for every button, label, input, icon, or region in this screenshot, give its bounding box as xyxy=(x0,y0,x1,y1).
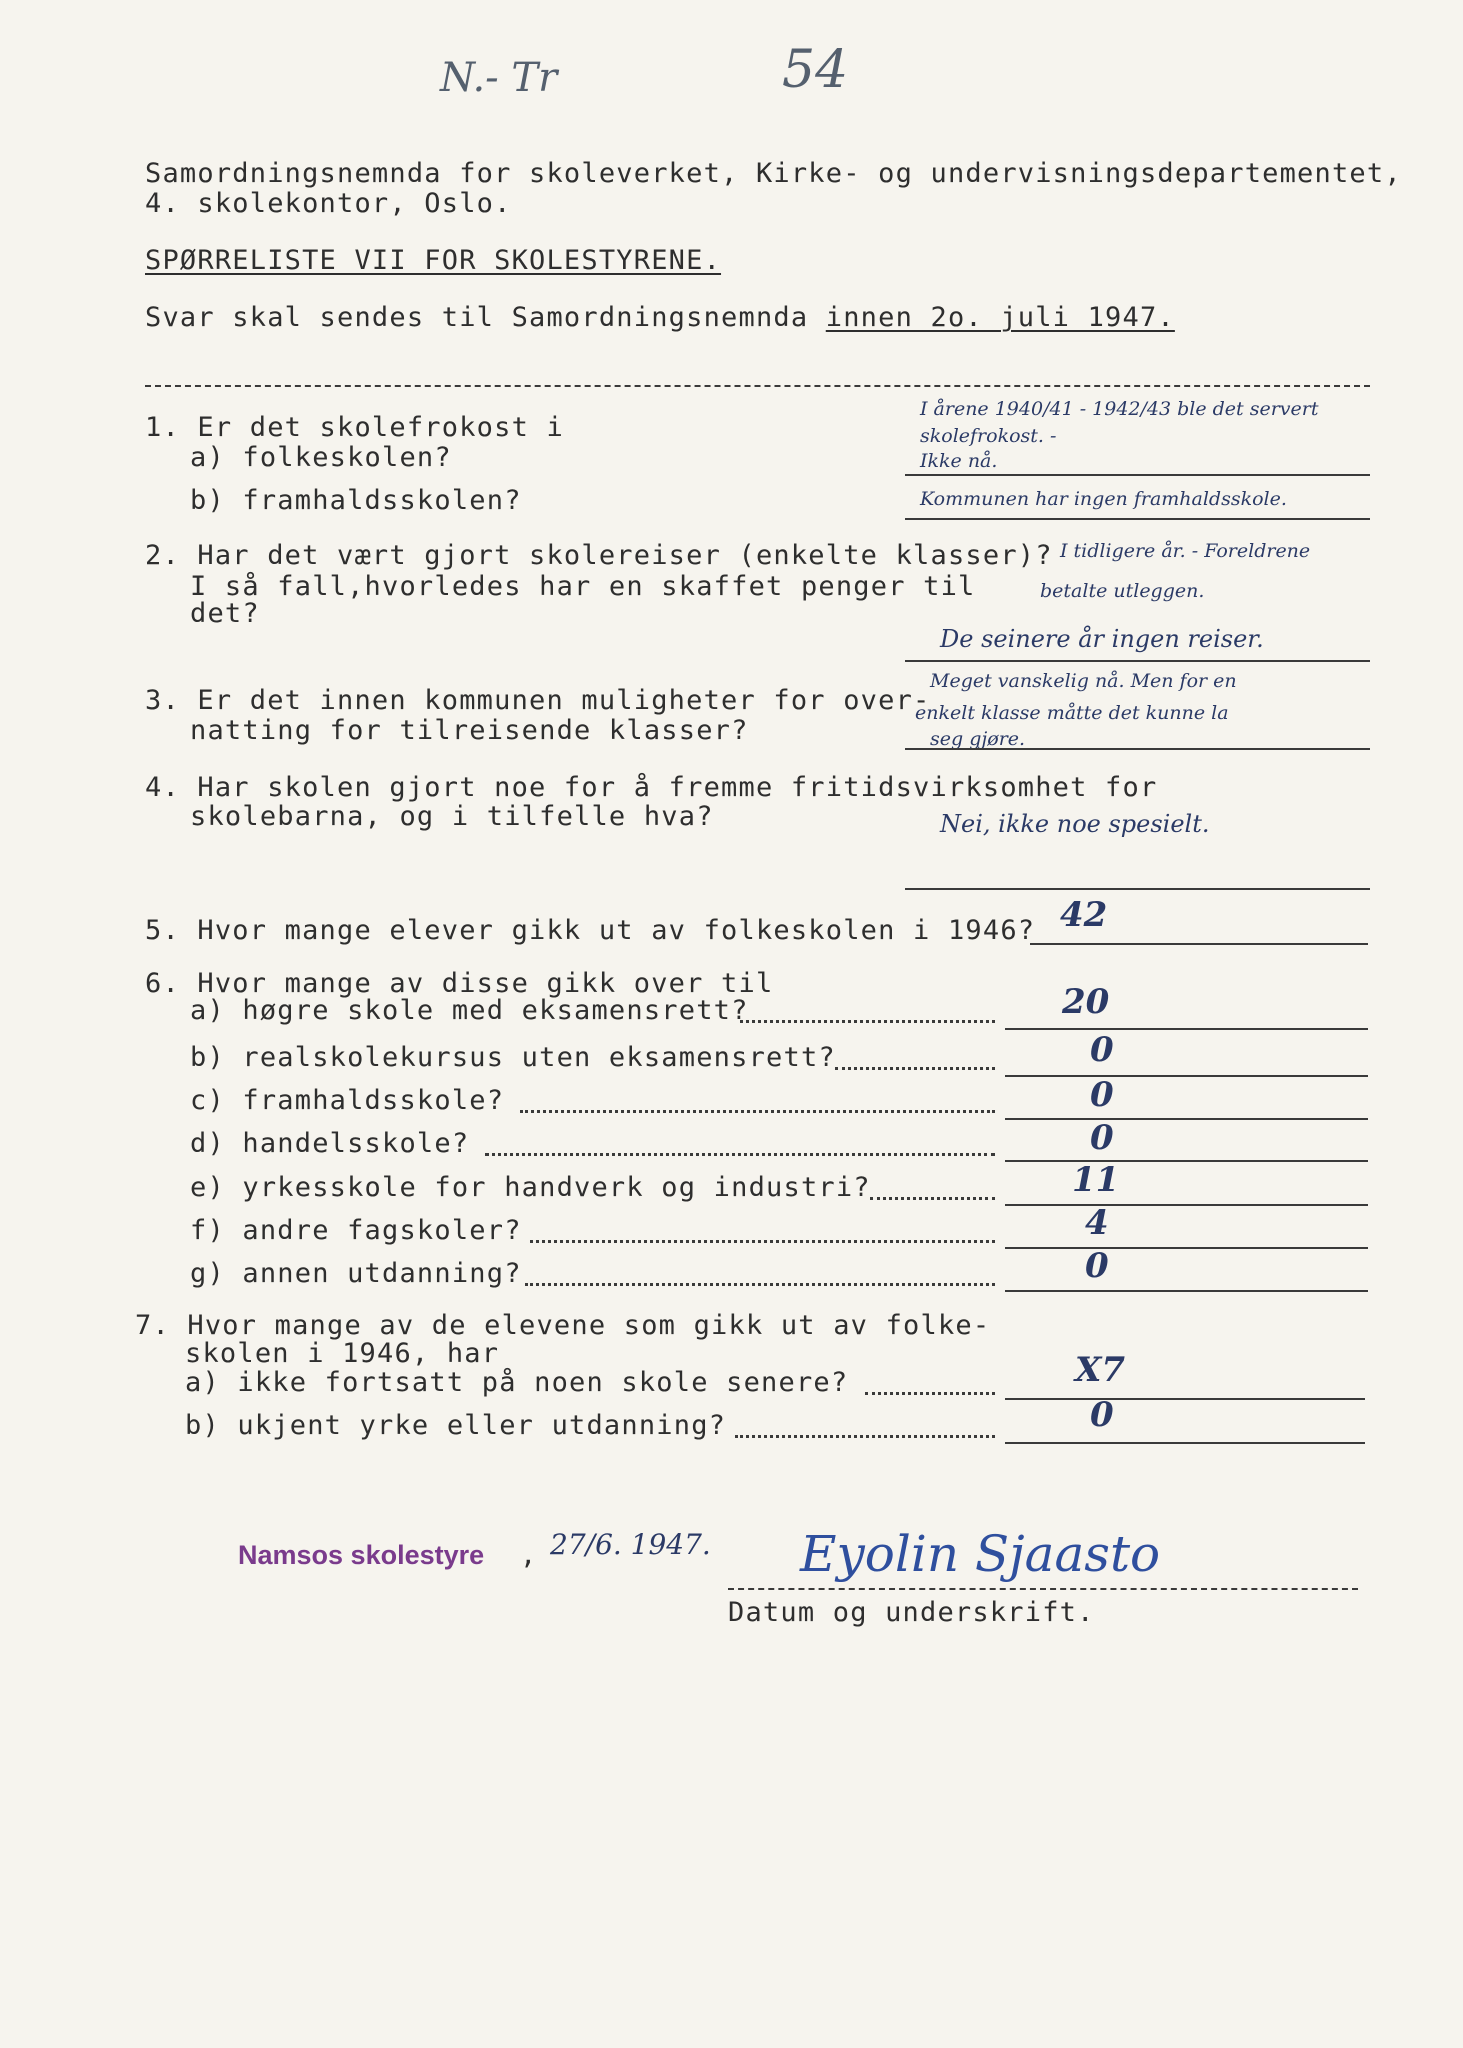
q4-answer: Nei, ikke noe spesielt. xyxy=(940,810,1210,838)
q5-text: 5. Hvor mange elever gikk ut av folkeskolen i 1946? xyxy=(145,915,1036,946)
q6-item-b-answer: 0 xyxy=(1090,1030,1114,1070)
q2-line-3: det? xyxy=(190,598,260,629)
q6-item-e-line xyxy=(1005,1204,1368,1206)
q3-answer-2: enkelt klasse måtte det kunne la xyxy=(915,702,1229,724)
q6-item-b-line xyxy=(1005,1075,1368,1077)
q3-line-1: 3. Er det innen kommunen muligheter for over- xyxy=(145,685,931,716)
q6-item-c-answer: 0 xyxy=(1090,1075,1114,1115)
deadline-prefix: Svar skal sendes til Samordningsnemnda xyxy=(145,302,826,333)
q3-answer-3: seg gjøre. xyxy=(930,728,1026,750)
q6-item-d-dots xyxy=(485,1153,995,1156)
q6-item-d-answer: 0 xyxy=(1090,1118,1114,1158)
q4-answer-line xyxy=(905,888,1370,890)
q1-option-a: a) folkeskolen? xyxy=(190,442,452,473)
q6-item-f: f) andre fagskoler? xyxy=(190,1215,522,1246)
q2-answer-3: De seinere år ingen reiser. xyxy=(940,625,1264,653)
q2-line-1: 2. Har det vært gjort skolereiser (enkelte klasser)? xyxy=(145,540,1053,571)
q6-item-g-dots xyxy=(525,1283,995,1286)
heading-line-1: Samordningsnemnda for skoleverket, Kirke- og undervisningsdepartementet, xyxy=(145,158,1402,189)
school-board-stamp: Namsos skolestyre xyxy=(238,1540,485,1570)
signature: Eyolin Sjaasto xyxy=(800,1525,1161,1583)
q6-item-c-dots xyxy=(520,1110,995,1113)
signing-date: 27/6. 1947. xyxy=(550,1528,711,1561)
q2-answer-2: betalte utleggen. xyxy=(1040,580,1205,602)
q1-answer-b: Kommunen har ingen framhaldsskole. xyxy=(920,488,1287,510)
page-number: 54 xyxy=(782,40,849,100)
q7-item-b-line xyxy=(1005,1442,1365,1444)
q7-item-b: b) ukjent yrke eller utdanning? xyxy=(185,1410,727,1441)
q1-answer-a-1: I årene 1940/41 - 1942/43 ble det servert xyxy=(920,398,1319,420)
q2-answer-1: I tidligere år. - Foreldrene xyxy=(1060,540,1311,562)
q1-answer-a-2: skolefrokost. - xyxy=(920,425,1057,447)
q1-option-b: b) framhaldsskolen? xyxy=(190,485,522,516)
q6-item-a-line xyxy=(1005,1028,1368,1030)
q1-line-1: 1. Er det skolefrokost i xyxy=(145,412,564,443)
q7-item-b-dots xyxy=(735,1435,995,1438)
q6-item-b: b) realskolekursus uten eksamensrett? xyxy=(190,1042,836,1073)
q6-item-e: e) yrkesskole for handverk og industri? xyxy=(190,1172,871,1203)
q6-item-a-dots xyxy=(740,1020,995,1023)
q6-item-g-answer: 0 xyxy=(1085,1246,1109,1286)
signature-line xyxy=(728,1588,1358,1590)
q1-answer-b-line xyxy=(905,518,1370,520)
q4-line-2: skolebarna, og i tilfelle hva? xyxy=(190,801,714,832)
q6-item-c-line xyxy=(1005,1118,1368,1120)
q1-answer-a-line xyxy=(905,474,1370,476)
q6-item-g: g) annen utdanning? xyxy=(190,1258,522,1289)
q6-item-f-answer: 4 xyxy=(1085,1203,1109,1243)
q6-line-1: 6. Hvor mange av disse gikk over til xyxy=(145,968,774,999)
q3-line-2: natting for tilreisende klasser? xyxy=(190,715,749,746)
q7-item-a-line xyxy=(1005,1398,1365,1400)
q1-answer-a-3: Ikke nå. xyxy=(920,450,998,472)
q2-answer-line xyxy=(905,660,1370,662)
form-title: SPØRRELISTE VII FOR SKOLESTYRENE. xyxy=(145,245,722,276)
signature-caption: Datum og underskrift. xyxy=(728,1597,1095,1628)
q7-item-a-dots xyxy=(865,1392,995,1395)
q7-line-2: skolen i 1946, har xyxy=(185,1338,500,1369)
q6-item-a-answer: 20 xyxy=(1062,982,1110,1022)
q6-item-f-line xyxy=(1005,1247,1368,1249)
q6-item-g-line xyxy=(1005,1290,1368,1292)
q3-answer-1: Meget vanskelig nå. Men for en xyxy=(930,670,1237,692)
q7-item-a: a) ikke fortsatt på noen skole senere? xyxy=(185,1367,849,1398)
q6-item-a: a) høgre skole med eksamensrett? xyxy=(190,995,749,1026)
deadline-date: innen 2o. juli 1947. xyxy=(825,302,1175,333)
q6-item-b-dots xyxy=(835,1067,995,1070)
separator-line xyxy=(145,385,1370,387)
deadline-text xyxy=(145,302,1175,333)
q4-line-1: 4. Har skolen gjort noe for å fremme fritidsvirksomhet for xyxy=(145,772,1158,803)
q5-answer: 42 xyxy=(1060,895,1108,935)
q6-item-d: d) handelsskole? xyxy=(190,1128,470,1159)
q6-item-e-answer: 11 xyxy=(1072,1160,1120,1200)
archive-mark: N.- Tr xyxy=(440,55,558,101)
stamp-comma: , xyxy=(520,1540,538,1571)
q2-line-2: I så fall,hvorledes har en skaffet penger til xyxy=(190,571,976,602)
q6-item-f-dots xyxy=(530,1240,995,1243)
q5-answer-line xyxy=(1030,943,1368,945)
q6-item-d-line xyxy=(1005,1160,1368,1162)
q6-item-e-dots xyxy=(870,1197,995,1200)
q6-item-c: c) framhaldsskole? xyxy=(190,1085,505,1116)
q7-item-b-answer: 0 xyxy=(1090,1395,1114,1435)
q7-item-a-answer: X7 xyxy=(1075,1350,1126,1390)
q7-line-1: 7. Hvor mange av de elevene som gikk ut av folke- xyxy=(135,1310,991,1341)
heading-line-2: 4. skolekontor, Oslo. xyxy=(145,188,512,219)
q3-answer-line xyxy=(905,748,1370,750)
